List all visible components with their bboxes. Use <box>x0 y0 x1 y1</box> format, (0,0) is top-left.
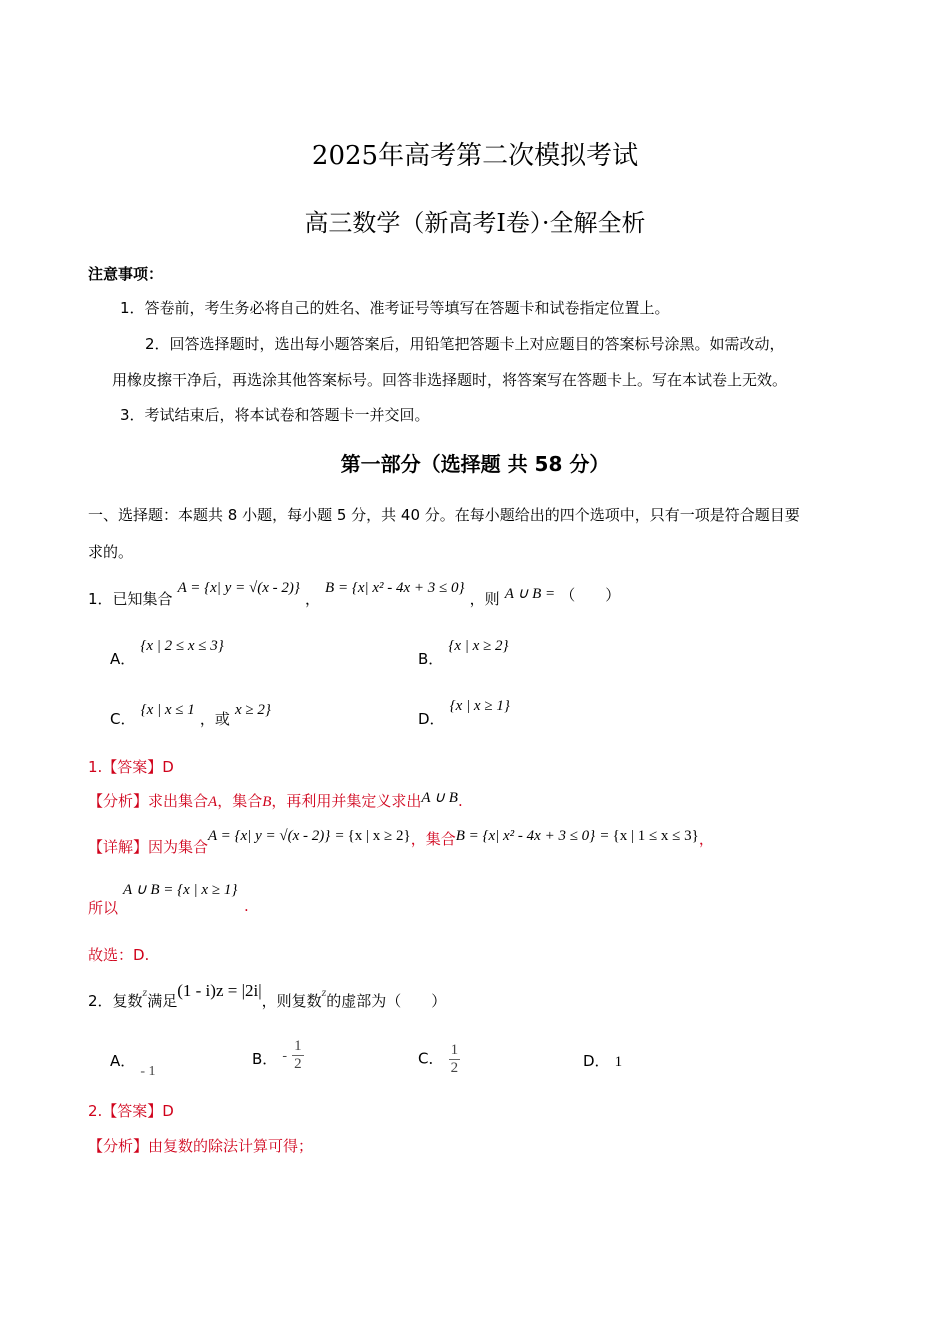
q2-z-1: z <box>142 985 148 999</box>
q2-equation: (1 - i)z = |2i| <box>177 981 262 1000</box>
q1-analysis-label: 【分析】 <box>88 792 149 810</box>
q2-option-a-label: A． <box>110 1052 136 1070</box>
q2-answer: 2.【答案】D <box>88 1102 174 1120</box>
q1-detail <box>88 824 714 856</box>
q1-detail-text-3: ， <box>698 830 714 848</box>
q1-so-label: 所以 <box>88 899 119 917</box>
q2-z-2: z <box>321 985 327 999</box>
q2-option-b-denominator: 2 <box>294 1055 302 1072</box>
q1-analysis-text-2: ，集合 <box>217 792 263 810</box>
part1-title: 第一部分（选择题 共 58 分） <box>340 452 610 476</box>
q1-option-a-value: {x | 2 ≤ x ≤ 3} <box>140 638 224 654</box>
q1-analysis-set-b: B <box>262 794 272 810</box>
q1-expr: A ∪ B = <box>504 586 556 602</box>
q2-option-c-numerator: 1 <box>450 1042 459 1058</box>
q2-analysis <box>88 1135 313 1156</box>
notice-item-3: 3．考试结束后，将本试卷和答题卡一并交回。 <box>120 406 430 424</box>
q1-answer: 1.【答案】D <box>88 758 174 776</box>
q1-detail-text-2: ，集合 <box>410 830 456 848</box>
q2-option-b[interactable] <box>252 1038 304 1072</box>
q2-option-c-label: C． <box>418 1049 444 1068</box>
q1-option-d[interactable] <box>418 694 510 728</box>
q1-detail-set-a: A = {x| y = √(x - 2)} <box>208 828 331 844</box>
q1-set-a: A = {x| y = √(x - 2)} <box>177 580 300 596</box>
notice-item-2-cont: 用橡皮擦干净后，再选涂其他答案标号。回答非选择题时，将答案写在答题卡上。写在本试卷上无效。 <box>112 371 788 389</box>
q1-so-end: . <box>244 897 249 915</box>
q1-option-d-value: {x | x ≥ 1} <box>449 698 510 714</box>
q2-option-a[interactable] <box>110 1050 156 1079</box>
q1-analysis-text-3: ，再利用并集定义求出 <box>271 792 422 810</box>
q1-analysis-expr: A ∪ B <box>421 790 458 806</box>
q1-detail-set-b: B = {x| x² - 4x + 3 ≤ 0} <box>455 828 596 844</box>
q1-detail-set-a-result: = {x | x ≥ 2} <box>335 828 411 844</box>
q2-text-4: 的虚部为（ ） <box>326 992 447 1010</box>
exam-subtitle: 高三数学（新高考Ⅰ卷）·全解全析 <box>304 209 646 237</box>
q2-option-b-sign: - <box>282 1048 288 1064</box>
q2-option-b-numerator: 1 <box>294 1038 302 1054</box>
q1-sep: ， <box>304 590 320 608</box>
notice-heading: 注意事项： <box>88 265 164 283</box>
q1-option-c[interactable] <box>110 698 271 728</box>
q2-option-a-value: - 1 <box>140 1064 156 1079</box>
q2-option-d[interactable] <box>583 1050 622 1071</box>
q2-analysis-text: 由复数的除法计算可得； <box>148 1137 314 1155</box>
q1-paren: （ ） <box>560 586 621 604</box>
exam-title: 2025年高考第二次模拟考试 <box>311 141 639 171</box>
q2-text-1: 2．复数 <box>88 992 143 1010</box>
q2-option-c[interactable] <box>418 1042 460 1076</box>
notice-item-2: 2．回答选择题时，选出每小题答案后，用铅笔把答题卡上对应题目的答案标号涂黑。如需改动， <box>145 335 785 353</box>
q1-option-d-label: D． <box>418 710 445 728</box>
q1-option-a-label: A． <box>110 650 136 668</box>
question-1-stem <box>88 576 621 608</box>
q2-option-d-label: D． <box>583 1052 610 1070</box>
q2-option-d-value: 1 <box>614 1054 623 1070</box>
q2-option-b-label: B． <box>252 1049 278 1068</box>
q1-analysis-end: . <box>457 792 463 810</box>
part1-intro-line1: 一、选择题：本题共 8 小题，每小题 5 分，共 40 分。在每小题给出的四个选项中，只有一项是符合题目要 <box>88 506 800 524</box>
q1-option-b[interactable] <box>418 634 509 668</box>
q1-detail-label: 【详解】 <box>88 838 149 856</box>
q1-option-b-value: {x | x ≥ 2} <box>448 638 509 654</box>
q1-option-b-label: B． <box>418 650 444 668</box>
q2-option-c-denominator: 2 <box>450 1059 459 1076</box>
part1-intro-line2: 求的。 <box>88 543 134 561</box>
q1-option-c-or: ，或 <box>199 710 230 728</box>
q1-prefix: 1．已知集合 <box>88 590 173 608</box>
q1-detail-text-1: 因为集合 <box>148 838 209 856</box>
q1-set-b: B = {x| x² - 4x + 3 ≤ 0} <box>325 580 465 596</box>
q1-option-c-label: C． <box>110 710 136 728</box>
notice-item-1: 1．答卷前，考生务必将自己的姓名、准考证号等填写在答题卡和试卷指定位置上。 <box>120 299 670 317</box>
q1-so-expr: A ∪ B = {x | x ≥ 1} <box>123 882 238 898</box>
q1-analysis-text-1: 求出集合 <box>148 792 209 810</box>
q2-option-c-fraction <box>449 1042 461 1076</box>
q1-suffix: ，则 <box>469 590 500 608</box>
q1-choose: 故选：D. <box>88 946 150 964</box>
q2-option-b-fraction <box>292 1038 304 1072</box>
q2-text-3: ，则复数 <box>261 992 322 1010</box>
q1-analysis <box>88 786 463 810</box>
q1-option-c-value-2: x ≥ 2} <box>234 702 271 718</box>
q2-analysis-label: 【分析】 <box>88 1137 149 1155</box>
q1-analysis-set-a: A <box>208 794 218 810</box>
q1-detail-set-b-result: = {x | 1 ≤ x ≤ 3} <box>600 828 699 844</box>
question-2-stem <box>88 980 447 1010</box>
q1-option-c-value-1: {x | x ≤ 1 <box>140 702 195 718</box>
q2-text-2: 满足 <box>147 992 178 1010</box>
q1-option-a[interactable] <box>110 634 224 668</box>
